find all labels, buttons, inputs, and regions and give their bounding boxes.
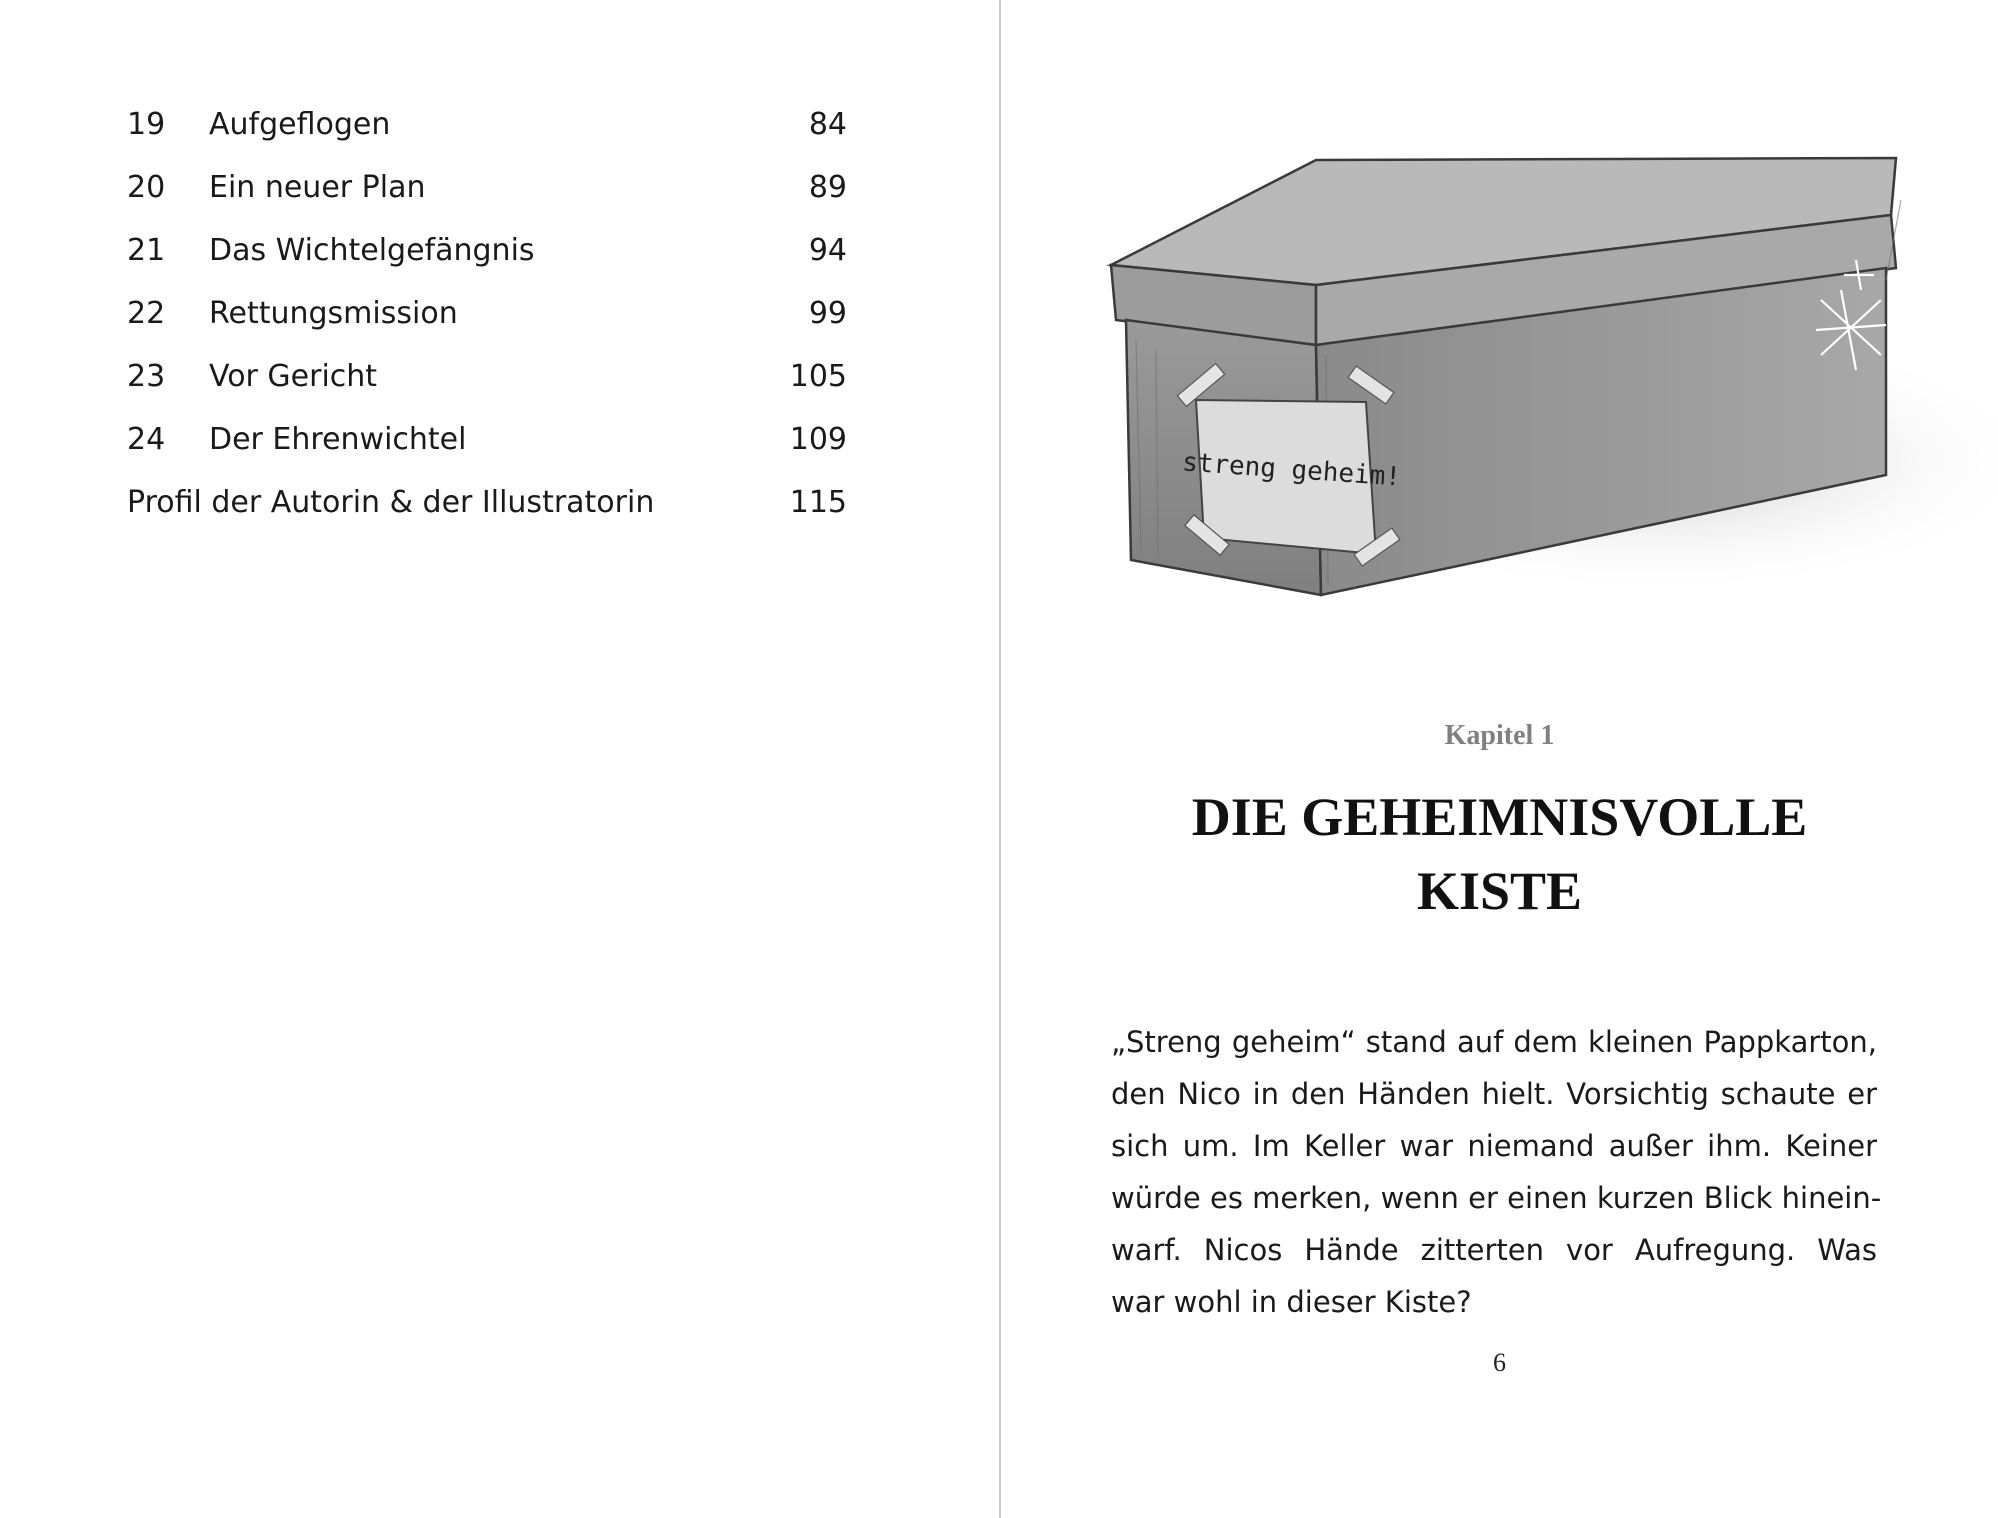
toc-entry-page: 84 [808, 107, 847, 142]
toc-entry-number: 23 [127, 359, 166, 394]
toc-entry-title: Profil der Autorin & der Illustratorin [127, 485, 655, 520]
toc-entry [127, 100, 847, 163]
body-line: würde es merken, wenn er einen kurzen Blick hinein- [1111, 1181, 1882, 1215]
page-number: 6 [1493, 1348, 1506, 1377]
toc-entry-number: 19 [127, 107, 166, 142]
toc-entry-number: 24 [127, 422, 166, 457]
body-line: war wohl in dieser Kiste? [1111, 1285, 1472, 1319]
toc-entry-number: 20 [127, 170, 166, 205]
chapter-label: Kapitel 1 [1444, 720, 1555, 751]
toc-entry [127, 289, 847, 352]
toc-entry [127, 415, 847, 478]
toc-entry-page: 109 [789, 422, 847, 457]
toc-entry-number: 21 [127, 233, 166, 268]
toc-entry [127, 226, 847, 289]
chapter-title [1001, 780, 1998, 928]
body-line: warf. Nicos Hände zitterten vor Aufregung. Was [1111, 1233, 1877, 1267]
toc-entry-title: Das Wichtelgefängnis [209, 233, 535, 268]
toc-entry-page: 99 [808, 296, 847, 331]
chapter-title-line: KISTE [1416, 861, 1583, 921]
toc-entry [127, 352, 847, 415]
toc-entry-number: 22 [127, 296, 166, 331]
body-line: den Nico in den Händen hielt. Vorsichtig schaute er [1111, 1077, 1877, 1111]
right-page [1001, 0, 1998, 1518]
toc-entry-title: Rettungsmission [209, 296, 458, 331]
chapter-title-line: DIE GEHEIMNISVOLLE [1191, 787, 1808, 847]
toc-entry-title: Vor Gericht [209, 359, 378, 394]
toc-entry-page: 105 [789, 359, 847, 394]
toc-entry-title: Ein neuer Plan [209, 170, 426, 205]
toc-entry-title: Aufgeflogen [209, 107, 391, 142]
toc-entry-title: Der Ehrenwichtel [209, 422, 467, 457]
secret-box-illustration [1096, 140, 1998, 620]
body-line: sich um. Im Keller war niemand außer ihm. Keiner [1111, 1129, 1877, 1163]
toc-entry-page: 94 [808, 233, 847, 268]
body-line: „Streng geheim“ stand auf dem kleinen Pappkarton, [1111, 1025, 1877, 1059]
toc-entry-page: 115 [789, 485, 847, 520]
secret-label-text: streng geheim! [1181, 447, 1402, 493]
table-of-contents [127, 100, 847, 541]
toc-entry-author-profile [127, 478, 847, 541]
chapter-body-text [1111, 1016, 1882, 1328]
toc-entry-page: 89 [808, 170, 847, 205]
toc-entry [127, 163, 847, 226]
